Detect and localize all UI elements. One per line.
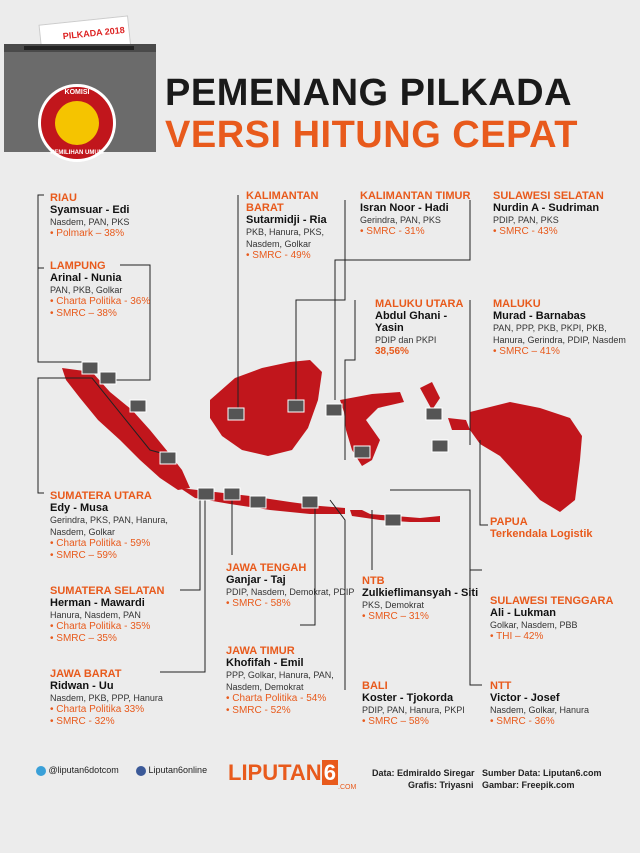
- candidate-name: Khofifah - Emil: [226, 657, 304, 669]
- poll-result: • SMRC – 35%: [50, 633, 117, 644]
- poll-result: • THI – 42%: [490, 631, 544, 642]
- data-credit: Data: Edmiraldo Siregar: [372, 768, 475, 778]
- candidate-name: Zulkieflimansyah - Siti: [362, 587, 479, 599]
- entry-kalimantan-timur: [360, 190, 485, 238]
- region-label: LAMPUNG: [50, 260, 106, 272]
- twitter-credit: @liputan6dotcom: [36, 765, 119, 776]
- emblem-bottom-text: PEMILIHAN UMUM: [50, 150, 104, 156]
- region-label: SULAWESI SELATAN: [493, 190, 604, 202]
- region-label: SUMATERA UTARA: [50, 490, 152, 502]
- party-list: PAN, PPP, PKB, PKPI, PKB, Hanura, Gerindra, PDIP, Nasdem: [493, 323, 626, 345]
- entry-papua: [490, 516, 610, 540]
- poll-result: • Charta Politika - 35%: [50, 621, 151, 632]
- region-label: MALUKU: [493, 298, 541, 310]
- poll-result: 38,56%: [375, 346, 409, 357]
- candidate-name: Victor - Josef: [490, 692, 560, 704]
- party-list: Nasdem, PKB, PPP, Hanura: [50, 693, 163, 703]
- region-label: RIAU: [50, 192, 77, 204]
- entry-sumatera-selatan: [50, 585, 190, 645]
- grafis-credit: Grafis: Triyasni: [408, 780, 474, 790]
- poll-result: • SMRC - 49%: [246, 250, 311, 261]
- candidate-name: Herman - Mawardi: [50, 597, 145, 609]
- entry-ntt: [490, 680, 630, 728]
- party-list: Gerindra, PAN, PKS: [360, 215, 441, 225]
- region-label: SUMATERA SELATAN: [50, 585, 165, 597]
- poll-result: • SMRC – 58%: [362, 716, 429, 727]
- party-list: PKS, Demokrat: [362, 600, 425, 610]
- region-label: JAWA BARAT: [50, 668, 122, 680]
- entry-jawa-timur: [226, 645, 346, 717]
- party-list: Golkar, Nasdem, PBB: [490, 620, 578, 630]
- candidate-name: Isran Noor - Hadi: [360, 202, 449, 214]
- region-label: NTT: [490, 680, 512, 692]
- region-label: NTB: [362, 575, 385, 587]
- candidate-name: Abdul Ghani - Yasin: [375, 310, 448, 334]
- entry-maluku-utara: [375, 298, 465, 358]
- party-list: PDIP, PAN, PKS: [493, 215, 559, 225]
- poll-result: • SMRC – 59%: [50, 550, 117, 561]
- candidate-name: Edy - Musa: [50, 502, 109, 514]
- emblem-top-text: KOMISI: [64, 89, 90, 96]
- kalimantan-island: [210, 360, 322, 456]
- party-list: Nasdem, Golkar, Hanura: [490, 705, 590, 715]
- party-list: Hanura, Nasdem, PAN: [50, 610, 141, 620]
- page-title-line1: PEMENANG PILKADA: [165, 72, 573, 114]
- ballot-text: PILKADA 2018: [62, 24, 126, 42]
- party-list: Nasdem, PAN, PKS: [50, 217, 130, 227]
- poll-result: • SMRC - 43%: [493, 226, 558, 237]
- candidate-name: Koster - Tjokorda: [362, 692, 454, 704]
- poll-result: • Polmark – 38%: [50, 228, 125, 239]
- entry-bali: [362, 680, 482, 728]
- poll-result: • Charta Politika - 59%: [50, 538, 151, 549]
- party-list: PAN, PKB, Golkar: [50, 285, 123, 295]
- poll-result: Terkendala Logistik: [490, 528, 593, 540]
- twitter-icon: [36, 766, 46, 776]
- poll-result: • SMRC – 38%: [50, 308, 117, 319]
- logo-sub: .COM: [338, 784, 357, 791]
- entry-maluku: [493, 298, 633, 358]
- candidate-name: Syamsuar - Edi: [50, 204, 130, 216]
- region-label: BALI: [362, 680, 388, 692]
- maluku-islands: [420, 382, 470, 430]
- candidate-name: Ali - Lukman: [490, 607, 557, 619]
- poll-result: • Charta Politika 33%: [50, 704, 145, 715]
- poll-result: • SMRC - 31%: [360, 226, 425, 237]
- entry-ntb: [362, 575, 482, 623]
- poll-result: • SMRC - 36%: [490, 716, 555, 727]
- party-list: PKB, Hanura, PKS, Nasdem, Golkar: [246, 227, 325, 249]
- papua-island: [470, 402, 582, 512]
- poll-result: • SMRC - 52%: [226, 705, 291, 716]
- entry-jawa-barat: [50, 668, 190, 728]
- candidate-name: Murad - Barnabas: [493, 310, 586, 322]
- region-label: JAWA TENGAH: [226, 562, 307, 574]
- region-label: MALUKU UTARA: [375, 298, 464, 310]
- facebook-credit: Liputan6online: [136, 765, 207, 776]
- page-title-line2: VERSI HITUNG CEPAT: [165, 114, 578, 156]
- candidate-name: Arinal - Nunia: [50, 272, 122, 284]
- sulawesi-island: [340, 392, 404, 466]
- region-label: JAWA TIMUR: [226, 645, 295, 657]
- poll-result: • SMRC - 58%: [226, 598, 291, 609]
- entry-lampung: [50, 260, 210, 320]
- entry-sulawesi-selatan: [493, 190, 633, 238]
- party-list: PDIP dan PKPI: [375, 335, 437, 345]
- party-list: Gerindra, PKS, PAN, Hanura, Nasdem, Golkar: [50, 515, 168, 537]
- poll-result: • SMRC - 32%: [50, 716, 115, 727]
- facebook-icon: [136, 766, 146, 776]
- liputan6-logo: LIPUTAN6: [228, 760, 336, 785]
- region-label: KALIMANTAN BARAT: [246, 190, 319, 214]
- poll-result: • SMRC – 31%: [362, 611, 429, 622]
- region-label: KALIMANTAN TIMUR: [360, 190, 471, 202]
- entry-riau: [50, 192, 210, 240]
- region-label: PAPUA: [490, 516, 528, 528]
- entry-sumatera-utara: [50, 490, 180, 562]
- entry-kalimantan-barat: [246, 190, 346, 262]
- gambar-credit: Gambar: Freepik.com: [482, 780, 575, 790]
- candidate-name: Nurdin A - Sudriman: [493, 202, 600, 214]
- sumatra-island: [62, 368, 190, 490]
- party-list: PDIP, PAN, Hanura, PKPI: [362, 705, 465, 715]
- party-list: PPP, Golkar, Hanura, PAN, Nasdem, Demokrat: [226, 670, 334, 692]
- candidate-name: Ganjar - Taj: [226, 574, 286, 586]
- candidate-name: Sutarmidji - Ria: [246, 214, 327, 226]
- entry-jawa-tengah: [226, 562, 356, 610]
- region-label: SULAWESI TENGGARA: [490, 595, 614, 607]
- poll-result: • Charta Politika - 54%: [226, 693, 327, 704]
- sumber-credit: Sumber Data: Liputan6.com: [482, 768, 602, 778]
- candidate-name: Ridwan - Uu: [50, 680, 114, 692]
- poll-result: • SMRC – 41%: [493, 346, 560, 357]
- entry-sulawesi-tenggara: [490, 595, 635, 643]
- poll-result: • Charta Politika - 36%: [50, 296, 151, 307]
- party-list: PDIP, Nasdem, Demokrat, PDIP: [226, 587, 355, 597]
